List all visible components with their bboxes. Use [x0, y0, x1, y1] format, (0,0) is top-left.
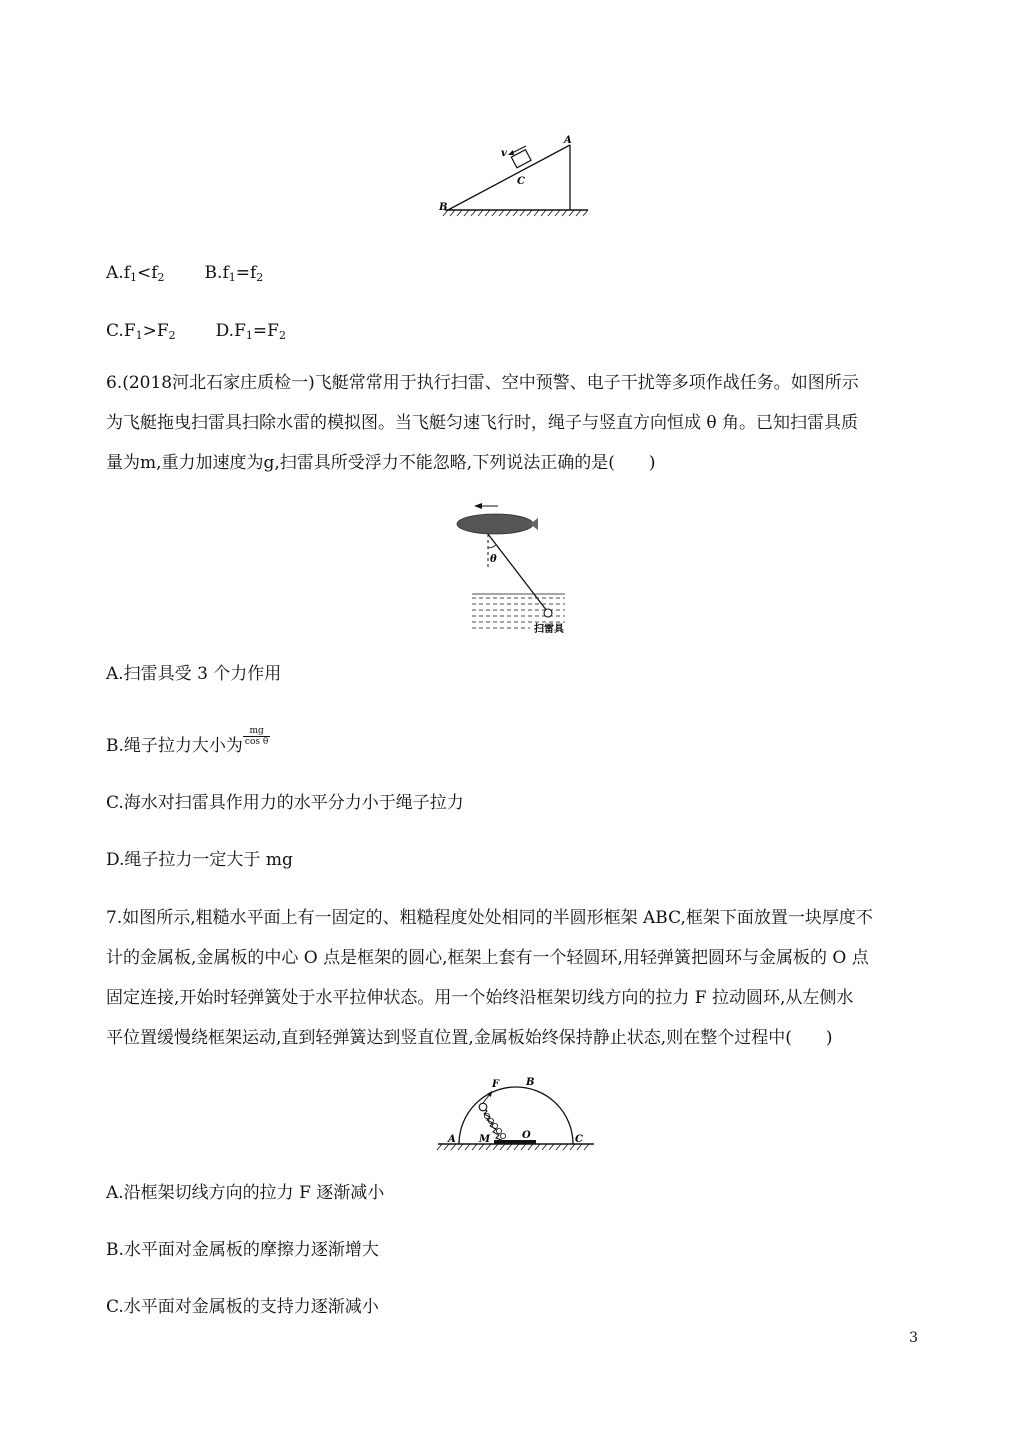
q7-option-c[interactable]: C.水平面对金属板的支持力逐渐减小 — [106, 1297, 379, 1317]
semicircle-frame-figure — [432, 1072, 602, 1154]
label-b: B — [526, 1077, 535, 1088]
theta-label: θ — [490, 554, 497, 565]
q7-stem-line2: 计的金属板,金属板的中心 O 点是框架的圆心,框架上套有一个轻圆环,用轻弹簧把圆环与金属板的 O 点 — [106, 948, 869, 968]
fraction-mg-cos: $\frac{mg}{\text{cos θ}}$ — [244, 726, 269, 747]
q7-option-b[interactable]: B.水平面对金属板的摩擦力逐渐增大 — [106, 1240, 379, 1260]
label-m: M — [479, 1134, 491, 1145]
minesweeper-icon — [544, 609, 552, 617]
q7-stem-line4: 平位置缓慢绕框架运动,直到轻弹簧达到竖直位置,金属板始终保持静止状态,则在整个过程中( ) — [106, 1028, 833, 1048]
q6-stem-line2: 为飞艇拖曳扫雷具扫除水雷的模拟图。当飞艇匀速飞行时，绳子与竖直方向恒成 θ 角。已知扫雷具质 — [106, 413, 859, 433]
label-f: F — [492, 1079, 500, 1090]
q7-stem-line3: 固定连接,开始时轻弹簧处于水平拉伸状态。用一个始终沿框架切线方向的拉力 F 拉动圆环,从左侧水 — [106, 988, 854, 1008]
label-c: C — [517, 176, 525, 187]
label-b: B — [439, 202, 448, 213]
q5-options-row2 — [106, 321, 286, 341]
q7-stem-line1: 7.如图所示,粗糙水平面上有一固定的、粗糙程度处处相同的半圆形框架 ABC,框架下面放置一块厚度不 — [106, 908, 873, 928]
ring-icon — [479, 1103, 487, 1111]
airship-figure — [450, 498, 580, 638]
label-v: v — [501, 148, 507, 159]
q6-option-d[interactable]: D.绳子拉力一定大于 mg — [106, 850, 293, 870]
page-number: 3 — [909, 1330, 918, 1346]
incline-figure — [430, 128, 600, 220]
q5-option-b[interactable]: $B.f_1=f_2$ — [204, 263, 264, 284]
q6-option-b[interactable]: B.绳子拉力大小为 $\frac{mg}{\text{cos θ}}$ — [106, 726, 269, 756]
minesweeper-label: 扫雷具 — [534, 624, 564, 635]
q5-option-c[interactable]: $C.F_1>F_2$ — [106, 321, 176, 342]
airship-icon — [457, 514, 533, 534]
q6-option-a[interactable]: A.扫雷具受 3 个力作用 — [106, 664, 282, 684]
label-a: A — [448, 1134, 456, 1145]
q6-option-c[interactable]: C.海水对扫雷具作用力的水平分力小于绳子拉力 — [106, 793, 464, 813]
q6-stem-line1: 6.(2018河北石家庄质检一)飞艇常常用于执行扫雷、空中预警、电子干扰等多项作战任务。如图所示 — [106, 373, 859, 393]
q7-option-a[interactable]: A.沿框架切线方向的拉力 F 逐渐减小 — [106, 1183, 385, 1203]
label-o: O — [522, 1130, 531, 1141]
q5-option-d[interactable]: $D.F_1=F_2$ — [215, 321, 286, 342]
label-c: C — [575, 1134, 583, 1145]
q6-stem-line3: 量为m,重力加速度为g,扫雷具所受浮力不能忽略,下列说法正确的是( ) — [106, 453, 656, 473]
label-a: A — [564, 135, 572, 146]
q5-options-row1 — [106, 263, 263, 283]
q5-option-a[interactable]: $A.f_1<f_2$ — [106, 263, 165, 284]
